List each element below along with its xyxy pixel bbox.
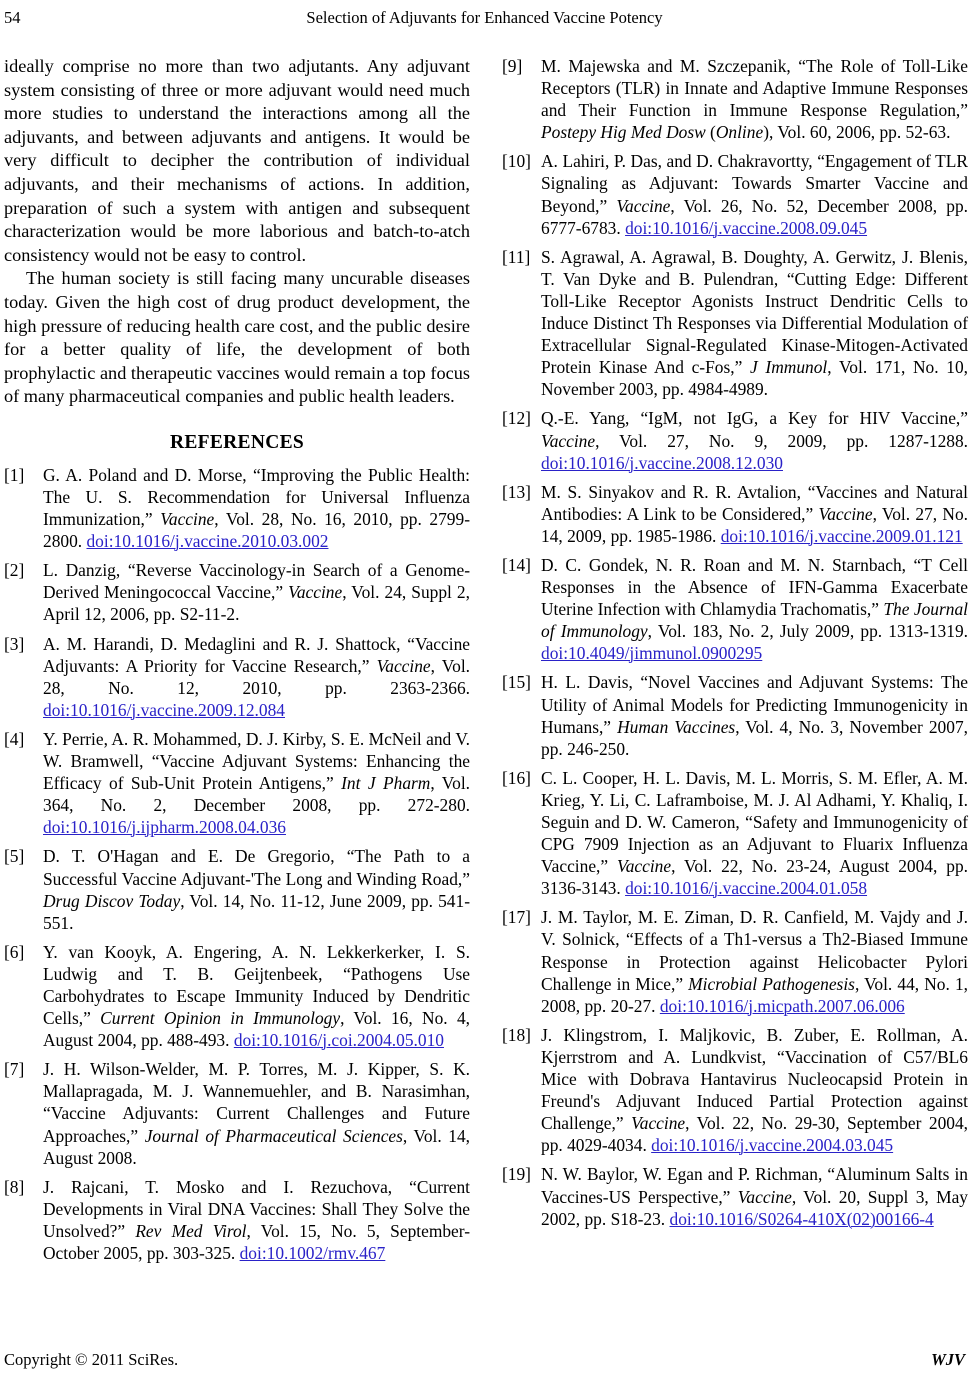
reference-source-title: Int J Pharm: [341, 773, 431, 794]
reference-source-title: Human Vaccines: [617, 716, 736, 737]
doi-link[interactable]: doi:10.1016/j.vaccine.2004.03.045: [651, 1135, 894, 1156]
reference-text: [43, 464, 470, 552]
reference-entry: [502, 767, 968, 900]
reference-text-run: J. M. Taylor, M. E. Ziman, D. R. Canfield, M. Vajdy and J. V. Solnick, “Effects of a Th1-versus a Th2-Biased Immune Response in Protection against Helicobacter Pylori Challenge in Mice,”: [541, 907, 968, 994]
reference-text-run: A. Lahiri, P. Das, and D. Chakravortty, “Engagement of TLR Signaling as Adjuvant: Towards Smarter Vaccine and Beyond,”: [541, 151, 968, 216]
doi-link[interactable]: doi:10.1016/S0264-410X(02)00166-4: [669, 1208, 934, 1229]
reference-text-run: , Vol. 44, No. 1, 2008, pp. 20-27.: [541, 973, 968, 1016]
reference-source-title: Journal of Pharmaceutical Sciences: [144, 1125, 403, 1146]
reference-entry: [502, 246, 968, 401]
reference-text-run: D. C. Gondek, N. R. Roan and M. N. Starnbach, “T Cell Responses in the Absence of IFN-Gamma Exacerbate Uterine Infection with Chlamydia Trachomatis,”: [541, 554, 968, 620]
reference-source-title: Vaccine: [617, 856, 672, 877]
reference-number: [14]: [502, 554, 531, 575]
reference-text-run: , Vol. 28, No. 16, 2010, pp. 2799-2800.: [43, 509, 470, 552]
reference-source-title: Vaccine: [541, 430, 596, 451]
reference-text-run: ), Vol. 60, 2006, pp. 52-63.: [763, 122, 951, 143]
reference-number: [10]: [502, 151, 531, 172]
reference-source-title: Vaccine: [631, 1113, 686, 1134]
reference-text-run: , Vol. 183, No. 2, July 2009, pp. 1313-1319.: [647, 621, 968, 642]
reference-list-left: [4, 464, 470, 1264]
reference-entry: [502, 906, 968, 1016]
reference-text: [43, 728, 470, 838]
reference-text-run: , Vol. 4, No. 3, November 2007, pp. 246-250.: [541, 716, 968, 759]
reference-text-run: , Vol. 28, No. 12, 2010, pp. 2363-2366.: [43, 655, 470, 698]
reference-text-run: , Vol. 27, No. 9, 2009, pp. 1287-1288.: [595, 430, 968, 451]
reference-text: [43, 1176, 470, 1264]
reference-text: [541, 1024, 968, 1157]
doi-link[interactable]: doi:10.4049/jimmunol.0900295: [541, 643, 763, 664]
reference-entry: [502, 671, 968, 759]
reference-number: [18]: [502, 1024, 531, 1045]
doi-link[interactable]: doi:10.1016/j.vaccine.2008.09.045: [625, 217, 868, 238]
reference-text-run: , Vol. 24, Suppl 2, April 12, 2006, pp. S2-11-2.: [43, 582, 470, 625]
reference-text-run: Y. Perrie, A. R. Mohammed, D. J. Kirby, S. E. McNeil and V. W. Bramwell, “Vaccine Adjuvant Systems: Enhancing the Efficacy of Sub-Unit Protein Antigens,”: [43, 728, 470, 794]
reference-source-title: Vaccine: [818, 503, 873, 524]
reference-number: [2]: [4, 560, 25, 581]
reference-text: [541, 767, 968, 900]
reference-number: [19]: [502, 1164, 531, 1185]
reference-text-run: J. H. Wilson-Welder, M. P. Torres, M. J. Kipper, S. K. Mallapragada, M. J. Wannemuehler, and B. Narasimhan, “Vaccine Adjuvants: Current Challenges and Future Approaches,”: [43, 1059, 470, 1146]
page-number: 54: [4, 8, 21, 27]
reference-source-title: Current Opinion in Immunology: [100, 1008, 341, 1029]
journal-abbreviation: WJV: [931, 1350, 965, 1369]
reference-source-title: Vaccine: [376, 655, 431, 676]
doi-link[interactable]: doi:10.1016/j.coi.2004.05.010: [233, 1030, 444, 1051]
reference-entry: [502, 55, 968, 143]
reference-source-title: Vaccine: [288, 582, 343, 603]
reference-text: [43, 1058, 470, 1168]
reference-text-run: H. L. Davis, “Novel Vaccines and Adjuvant Systems: The Utility of Animal Models for Predicting Immunogenicity in Humans,”: [541, 672, 968, 737]
right-column: [502, 55, 968, 1271]
doi-link[interactable]: doi:10.1016/j.vaccine.2004.01.058: [625, 878, 868, 899]
running-title: Selection of Adjuvants for Enhanced Vaccine Potency: [306, 8, 663, 27]
reference-text-run: C. L. Cooper, H. L. Davis, M. L. Morris, S. M. Efler, A. M. Krieg, Y. Li, C. Laframboise, M. J. Al Adhami, Y. Khaliq, I. Seguin and D. W. Cameron, “Safety and Immunogenicity of CPG 7909 Injection as an Adjuvant to Fluarix Influenza Vaccine,”: [541, 767, 968, 877]
reference-text: [43, 941, 470, 1051]
reference-text: [541, 1163, 968, 1229]
reference-text-run: , Vol. 364, No. 2, December 2008, pp. 272-280.: [43, 773, 470, 816]
reference-text: [43, 845, 470, 933]
reference-text-run: L. Danzig, “Reverse Vaccinology-in Search of a Genome-Derived Meningococcal Vaccine,”: [43, 560, 470, 603]
reference-entry: [4, 1176, 470, 1264]
reference-number: [12]: [502, 408, 531, 429]
reference-source-title: Vaccine: [737, 1186, 792, 1207]
reference-text: [541, 554, 968, 664]
reference-number: [16]: [502, 767, 531, 788]
reference-text-run: M. S. Sinyakov and R. R. Avtalion, “Vaccines and Natural Antibodies: A Link to be Considered,”: [541, 481, 968, 524]
reference-text-run: D. T. O'Hagan and E. De Gregorio, “The Path to a Successful Vaccine Adjuvant-'The Long and Winding Road,”: [43, 846, 470, 889]
reference-list-right: [502, 55, 968, 1230]
reference-text: [541, 407, 968, 473]
reference-entry: [502, 481, 968, 547]
copyright-notice: Copyright © 2011 SciRes.: [4, 1350, 179, 1369]
reference-text-run: , Vol. 26, No. 52, December 2008, pp. 6777-6783.: [541, 195, 968, 238]
reference-text: [43, 559, 470, 625]
reference-entry: [502, 554, 968, 664]
reference-text-run: G. A. Poland and D. Morse, “Improving the Public Health: The U. S. Recommendation for Universal Influenza Immunization,”: [43, 464, 470, 530]
reference-number: [15]: [502, 672, 531, 693]
reference-text: [541, 671, 968, 759]
reference-entry: [4, 728, 470, 838]
doi-link[interactable]: doi:10.1002/rmv.467: [239, 1243, 386, 1263]
reference-number: [4]: [4, 728, 25, 749]
reference-text-run: , Vol. 14, No. 11-12, June 2009, pp. 541-551.: [43, 890, 470, 933]
reference-entry: [502, 150, 968, 238]
doi-link[interactable]: doi:10.1016/j.ijpharm.2008.04.036: [43, 817, 286, 838]
running-head: [0, 8, 969, 34]
references-heading: REFERENCES: [169, 431, 305, 453]
reference-text: [541, 55, 968, 143]
reference-text-run: J. Rajcani, T. Mosko and I. Rezuchova, “Current Developments in Viral DNA Vaccines: Shall They Solve the Unsolved?”: [43, 1176, 470, 1241]
reference-text: [541, 246, 968, 401]
reference-text-run: , Vol. 27, No. 14, 2009, pp. 1985-1986.: [541, 503, 968, 546]
reference-text-run: M. Majewska and M. Szczepanik, “The Role of Toll-Like Receptors (TLR) in Innate and Adaptive Immune Responses and Their Function in Immune Response Regulation,”: [541, 56, 968, 121]
reference-entry: [502, 1163, 968, 1229]
reference-source-title: Vaccine: [160, 509, 215, 530]
reference-entry: [502, 1024, 968, 1157]
reference-text: [541, 481, 968, 547]
left-column: [4, 55, 470, 1271]
reference-text-run: , Vol. 22, No. 23-24, August 2004, pp. 3136-3143.: [541, 856, 968, 899]
reference-entry: [4, 941, 470, 1051]
body-paragraph: The human society is still facing many uncurable diseases today. Given the high cost of drug product development, the high pressure of reducing health care cost, and the public desire for a better quality of life, the development of both prophylactic and therapeutic vaccines would remain a top focus of many pharmaceutical companies and public health leaders.: [4, 268, 470, 407]
reference-number: [5]: [4, 846, 25, 867]
reference-entry: [4, 845, 470, 933]
reference-source-title: The Journal of Immunology: [541, 599, 968, 642]
reference-source-title: Rev Med Virol: [135, 1220, 247, 1241]
body-paragraph: ideally comprise no more than two adjutants. Any adjuvant system consisting of three or more adjuvant would need much more studies to understand the interactions among all the adjuvants, and between adjuvants and antigens. It would be very difficult to decipher the contribution of individual adjuvants, and their mechanisms of actions. In addition, preparation of such a system with antigen and subsequent characterization would be more laborious and batch-to-atch consistency would not be easy to control.: [4, 56, 470, 265]
reference-text-run: (: [705, 122, 716, 143]
reference-number: [17]: [502, 907, 531, 928]
reference-number: [1]: [4, 464, 25, 485]
reference-text-run: N. W. Baylor, W. Egan and P. Richman, “Aluminum Salts in Vaccines-US Perspective,”: [541, 1164, 968, 1207]
reference-number: [13]: [502, 481, 531, 502]
reference-number: [9]: [502, 56, 523, 76]
doi-link[interactable]: doi:10.1016/j.vaccine.2009.01.121: [720, 525, 963, 546]
reference-number: [6]: [4, 941, 25, 962]
reference-entry: [4, 464, 470, 552]
reference-text-run: J. Klingstrom, I. Maljkovic, B. Zuber, E. Rollman, A. Kjerrstrom and A. Lundkvist, “Vaccination of C57/BL6 Mice with Dobrava Hantavirus Nucleocapsid Protein in Freund's Adjuvant Induced Partial Protection against Challenge,”: [541, 1024, 968, 1134]
doi-link[interactable]: doi:10.1016/j.vaccine.2010.03.002: [86, 531, 329, 552]
reference-number: [7]: [4, 1059, 25, 1080]
doi-link[interactable]: doi:10.1016/j.vaccine.2008.12.030: [541, 452, 783, 473]
reference-text: [43, 633, 470, 721]
reference-number: [8]: [4, 1176, 25, 1197]
reference-source-title: J Immunol: [750, 357, 828, 378]
reference-entry: [4, 559, 470, 625]
reference-source-title: Vaccine: [616, 195, 671, 216]
reference-entry: [4, 633, 470, 721]
reference-text-run: Y. van Kooyk, A. Engering, A. N. Lekkerkerker, I. S. Ludwig and T. B. Geijtenbeek, “Pathogens Use Carbohydrates to Escape Immunity Induced by Dendritic Cells,”: [43, 941, 470, 1029]
reference-text-run: A. M. Harandi, D. Medaglini and R. J. Shattock, “Vaccine Adjuvants: A Priority for Vaccine Research,”: [43, 633, 470, 676]
reference-source-title: Online: [715, 122, 764, 143]
reference-text-run: , Vol. 15, No. 5, September-October 2005, pp. 303-325.: [43, 1220, 470, 1263]
reference-text: [541, 906, 968, 1016]
doi-link[interactable]: doi:10.1016/j.micpath.2007.06.006: [659, 995, 905, 1016]
page-footer: [4, 1350, 965, 1372]
reference-text-run: S. Agrawal, A. Agrawal, B. Doughty, A. Gerwitz, J. Blenis, T. Van Dyke and B. Pulendran, “Cutting Edge: Different Toll-Like Receptor Agonists Instruct Dendritic Cells to Induce Distinct Th Responses via Differential Modulation of Extracellular Signal-Regulated Kinase-Mitogen-Activated Protein Kinase And c-Fos,”: [541, 246, 968, 378]
two-column-body: [4, 55, 969, 1271]
reference-source-title: Microbial Pathogenesis: [688, 973, 855, 994]
doi-link[interactable]: doi:10.1016/j.vaccine.2009.12.084: [43, 699, 285, 720]
reference-text-run: , Vol. 20, Suppl 3, May 2002, pp. S18-23.: [541, 1186, 968, 1229]
reference-text-run: , Vol. 171, No. 10, November 2003, pp. 4984-4989.: [541, 357, 969, 400]
reference-text-run: Q.-E. Yang, “IgM, not IgG, a Key for HIV Vaccine,”: [541, 408, 968, 429]
reference-entry: [502, 407, 968, 473]
reference-entry: [4, 1058, 470, 1168]
reference-text-run: , Vol. 22, No. 29-30, September 2004, pp. 4029-4034.: [541, 1113, 968, 1156]
reference-number: [3]: [4, 633, 25, 654]
reference-source-title: Postepy Hig Med Dosw: [541, 122, 706, 143]
reference-source-title: Drug Discov Today: [43, 890, 181, 911]
reference-number: [11]: [502, 246, 531, 267]
reference-text-run: , Vol. 14, August 2008.: [43, 1125, 470, 1168]
reference-text-run: , Vol. 16, No. 4, August 2004, pp. 488-493.: [43, 1008, 470, 1051]
reference-text: [541, 150, 968, 238]
